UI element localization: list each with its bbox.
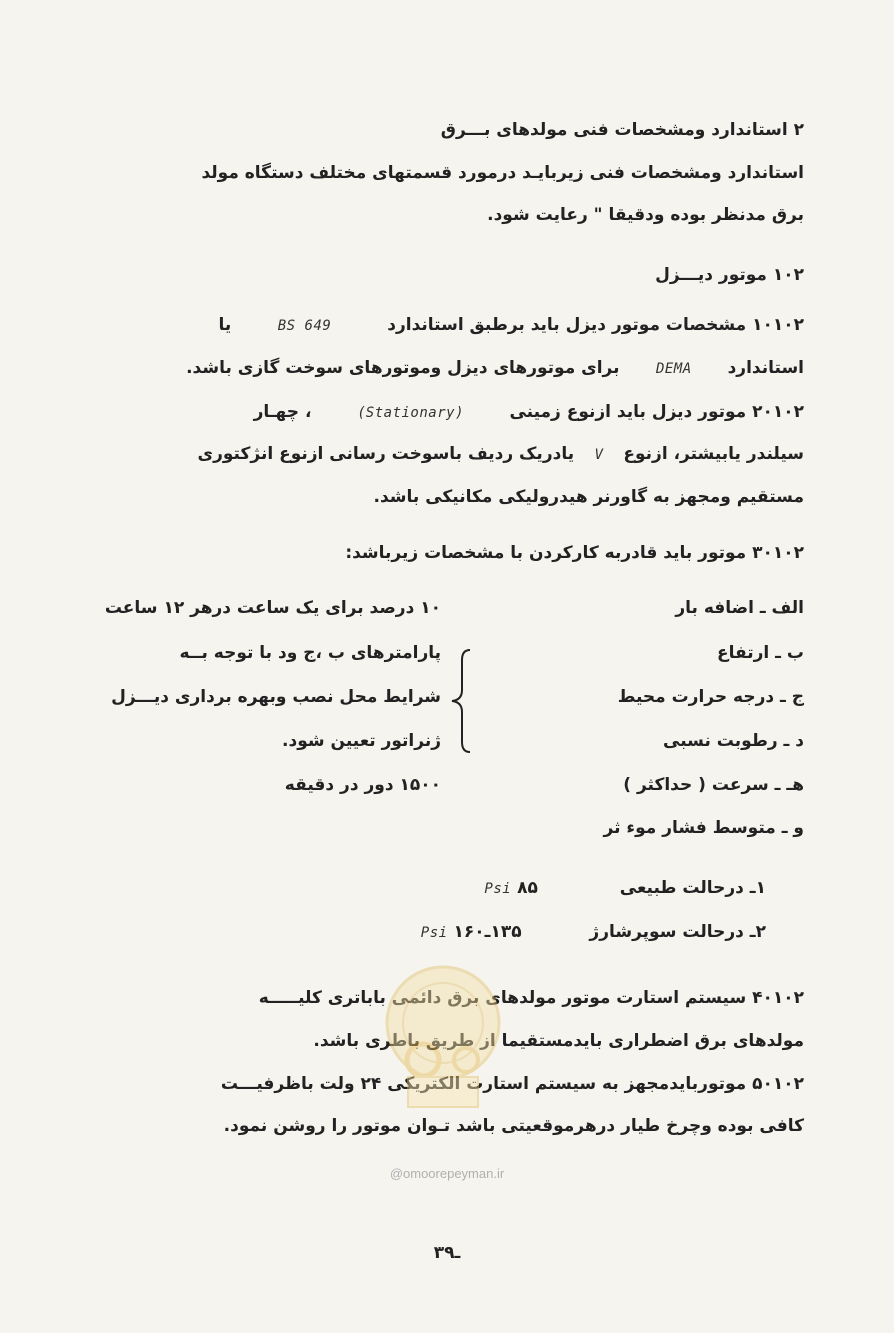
pressure-item-1 bbox=[484, 878, 766, 898]
p2-line1-b: ، چهـار bbox=[253, 402, 312, 422]
p1-line2-a: استاندارد bbox=[727, 358, 804, 378]
intro-line-2: برق مدنظر بوده ودقیقا " رعایت شود. bbox=[487, 205, 804, 225]
pressure-value-1: ۸۵ bbox=[517, 878, 538, 898]
paragraph-1-line-2 bbox=[186, 358, 804, 378]
paragraph-2-line-2 bbox=[198, 444, 804, 464]
pressure-value-2: ۱۳۵ـ۱۶۰ bbox=[453, 922, 522, 942]
paragraph-1-line-1 bbox=[219, 315, 804, 335]
paragraph-3-line: ۳۰۱۰۲ موتور باید قادربه کارکردن با مشخصات زیرباشد: bbox=[345, 543, 804, 563]
pressure-unit-1: Psi bbox=[484, 881, 512, 897]
watermark-logo-icon bbox=[368, 955, 518, 1120]
spec-label-a: الف ـ اضافه بار bbox=[675, 598, 804, 618]
p1-standard-code-2: DEMA bbox=[655, 361, 692, 377]
paragraph-2-line-3: مستقیم ومجهز به گاورنر هیدرولیکی مکانیکی باشد. bbox=[373, 487, 804, 507]
p2-v-code: V bbox=[594, 447, 604, 463]
p2-line2-a: سیلندر یابیشتر، ازنوع bbox=[623, 444, 804, 464]
spec-label-d: د ـ رطوبت نسبی bbox=[663, 731, 804, 751]
spec-value-speed: ۱۵۰۰ دور در دقیقه bbox=[284, 775, 441, 795]
paragraph-4-line-1: ۴۰۱۰۲ سیستم استارت موتور مولدهای برق دائمی باباتری کلیـــــه bbox=[258, 988, 804, 1008]
paragraph-5-line-1: ۵۰۱۰۲ موتوربایدمجهز به سیستم استارت الکتریکی ۲۴ ولت باظرفیـــت bbox=[220, 1074, 804, 1094]
curly-brace-icon bbox=[440, 646, 480, 756]
p1-text: ۱۰۱۰۲ مشخصات موتور دیزل باید برطبق استاندارد bbox=[387, 315, 804, 335]
spec-value-param-1: پارامترهای ب ،ج ود با توجه بــه bbox=[179, 643, 441, 663]
pressure-unit-2: Psi bbox=[420, 925, 448, 941]
watermark-text: @omoorepeyman.ir bbox=[389, 1166, 505, 1181]
spec-label-f: و ـ متوسط فشار موء ثر bbox=[603, 818, 804, 838]
p2-line1-a: ۲۰۱۰۲ موتور دیزل باید ازنوع زمینی bbox=[509, 402, 804, 422]
spec-label-b: ب ـ ارتفاع bbox=[717, 643, 804, 663]
paragraph-5-line-2: کافی بوده وچرخ طیار درهرموقعیتی باشد تـوان موتور را روشن نمود. bbox=[223, 1116, 804, 1136]
section-title: ۲ استاندارد ومشخصات فنی مولدهای بـــرق bbox=[440, 120, 804, 140]
paragraph-2-line-1 bbox=[254, 402, 804, 422]
intro-line-1: استاندارد ومشخصات فنی زیربایـد درمورد قسمتهای مختلف دستگاه مولد bbox=[201, 163, 804, 183]
p2-line2-b: یادریک ردیف باسوخت رسانی ازنوع انژکتوری bbox=[197, 444, 575, 464]
page-number: ۳ـ۹ bbox=[433, 1243, 461, 1263]
pressure-label-1: ۱ـ درحالت طبیعی bbox=[619, 878, 766, 898]
paragraph-4-line-2: مولدهای برق اضطراری بایدمستقیما از طریق باطری باشد. bbox=[313, 1031, 804, 1051]
p1-tail: یا bbox=[218, 315, 232, 335]
p2-stationary-code: (Stationary) bbox=[357, 405, 464, 421]
p1-standard-code: BS 649 bbox=[277, 318, 332, 334]
spec-label-e: هـ ـ سرعت ( حداکثر ) bbox=[623, 775, 804, 795]
spec-label-c: ج ـ درجه حرارت محیط bbox=[617, 687, 804, 707]
subsection-title: ۱۰۲ موتور دیـــزل bbox=[655, 265, 804, 285]
spec-value-overload: ۱۰ درصد برای یک ساعت درهر ۱۲ ساعت bbox=[104, 598, 441, 618]
pressure-label-2: ۲ـ درحالت سوپرشارژ bbox=[589, 922, 766, 942]
spec-value-param-2: شرایط محل نصب وبهره برداری دیـــزل bbox=[111, 687, 441, 707]
pressure-item-2 bbox=[421, 922, 766, 942]
p1-line2-b: برای موتورهای دیزل وموتورهای سوخت گازی باشد. bbox=[186, 358, 620, 378]
spec-value-param-3: ژنراتور تعیین شود. bbox=[282, 731, 441, 751]
